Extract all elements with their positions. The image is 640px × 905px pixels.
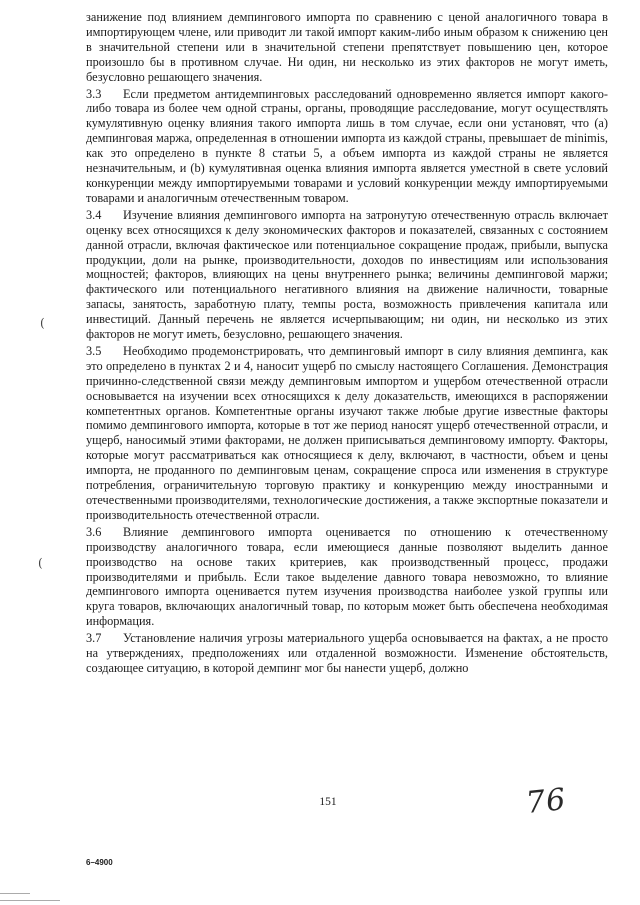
opening-paragraph: занижение под влиянием демпингового импорта по сравнению с ценой аналогичного товара в импортирующем члене, или приводит ли такой импорт каким-либо иным образом к снижению цен в значительной степени или в значительной степени препятствует повышению цен, которое произошло бы в противном случае. Ни один, ни несколько из этих факторов не могут иметь, безусловно решающего значения. [86,10,608,84]
handwritten-page-number: 76 [524,781,568,822]
scan-mark: ( [40,316,45,330]
section-text: Необходимо продемонстрировать, что демпинговый импорт в силу влияния демпинга, как это определено в пунктах 2 и 4, наносит ущерб по смыслу настоящего Соглашения. Демонстрация причинно-следственной связи между демпинговым импортом и ущербом отечественной отрасли основывается на изучении всех относящихся к делу доказательств, имеющихся в распоряжении компетентных органов. Компетентные органы изучают также любые другие известные факторы помимо демпингового импорта, которые в тот же период наносят ущерб отечественной отрасли, и ущерб, наносимый этими факторами, не должен приписываться демпинговому импорту. Факторы, которые могут рассматриваться как относящиеся к делу, включают, в частности, объем и цены импорта, не проданного по демпинговым ценам, сокращение спроса или изменения в структуре потребления, ограничительную торговую практику и конкуренцию между иностранными и отечественными производителями, технологические достижения, а также экспортные показатели и производительность отечественной отрасли. [86,343,608,522]
section-3-3 [86,87,608,206]
document-body [86,10,608,676]
page-number: 151 [319,796,337,808]
section-number: 3.5 [86,343,102,358]
footer-code: 6–4900 [86,858,113,867]
section-text: Влияние демпингового импорта оценивается по отношению к отечественному производству аналогичного товара, если имеющиеся данные позволяют выделить данное производство на основе таких критериев, как производственный процесс, продажи производителями и прибыль. Если такое выделение давного товара невозможно, то влияние демпингового импорта оценивается путем изучения производства наиболее узкой группы или круга товаров, включающих аналогичный товар, по которым может быть обеспечена необходимая информация. [86,524,608,629]
scan-edge-line [0,893,30,894]
section-number: 3.6 [86,524,102,539]
scan-edge-line [0,900,60,901]
section-number: 3.7 [86,631,102,646]
section-3-5 [86,344,608,523]
section-3-4 [86,208,608,342]
scan-mark: ( [38,556,43,570]
section-3-6 [86,525,608,629]
section-number: 3.3 [86,86,102,101]
section-text: Изучение влияния демпингового импорта на затронутую отечественную отрасль включает оценку всех относящихся к делу экономических факторов и показателей, связанных с состоянием данной отрасли, включая фактическое или потенциальное сокращение продаж, прибыли, выпуска продукции, доли на рынке, производительности, доходов по инвестициям или использования мощностей; факторов, влияющих на цены внутреннего рынка; величины демпинговой маржи; фактического или потенциального негативного влияния на движение наличности, товарные запасы, занятость, заработную плату, темпы роста, возможность привлечения капитала или инвестиций. Данный перечень не является исчерпывающим; ни один, ни несколько из этих факторов не могут иметь, безусловно, решающего значения. [86,207,608,342]
section-number: 3.4 [86,207,102,222]
section-text: Если предметом антидемпинговых расследований одновременно является импорт какого-либо товара из более чем одной страны, органы, проводящие расследование, могут осуществлять кумулятивную оценку влияния такого импорта лишь в том случае, если они установят, что (a) демпинговая маржа, определенная в отношении импорта из каждой страны, превышает de minimis, как это определено в пункте 8 статьи 5, а объем импорта из каждой страны не является незначительным, и (b) кумулятивная оценка влияния импорта является уместной в свете условий конкуренции между импортируемыми товарами и условий конкуренции между импортируемыми товарами и аналогичным отечественным товаром. [86,86,608,205]
section-3-7 [86,631,608,676]
section-text: Установление наличия угрозы материального ущерба основывается на фактах, а не просто на утверждениях, предположениях или отдаленной возможности. Изменение обстоятельств, создающее ситуацию, в которой демпинг мог бы нанести ущерб, должно [86,631,608,675]
